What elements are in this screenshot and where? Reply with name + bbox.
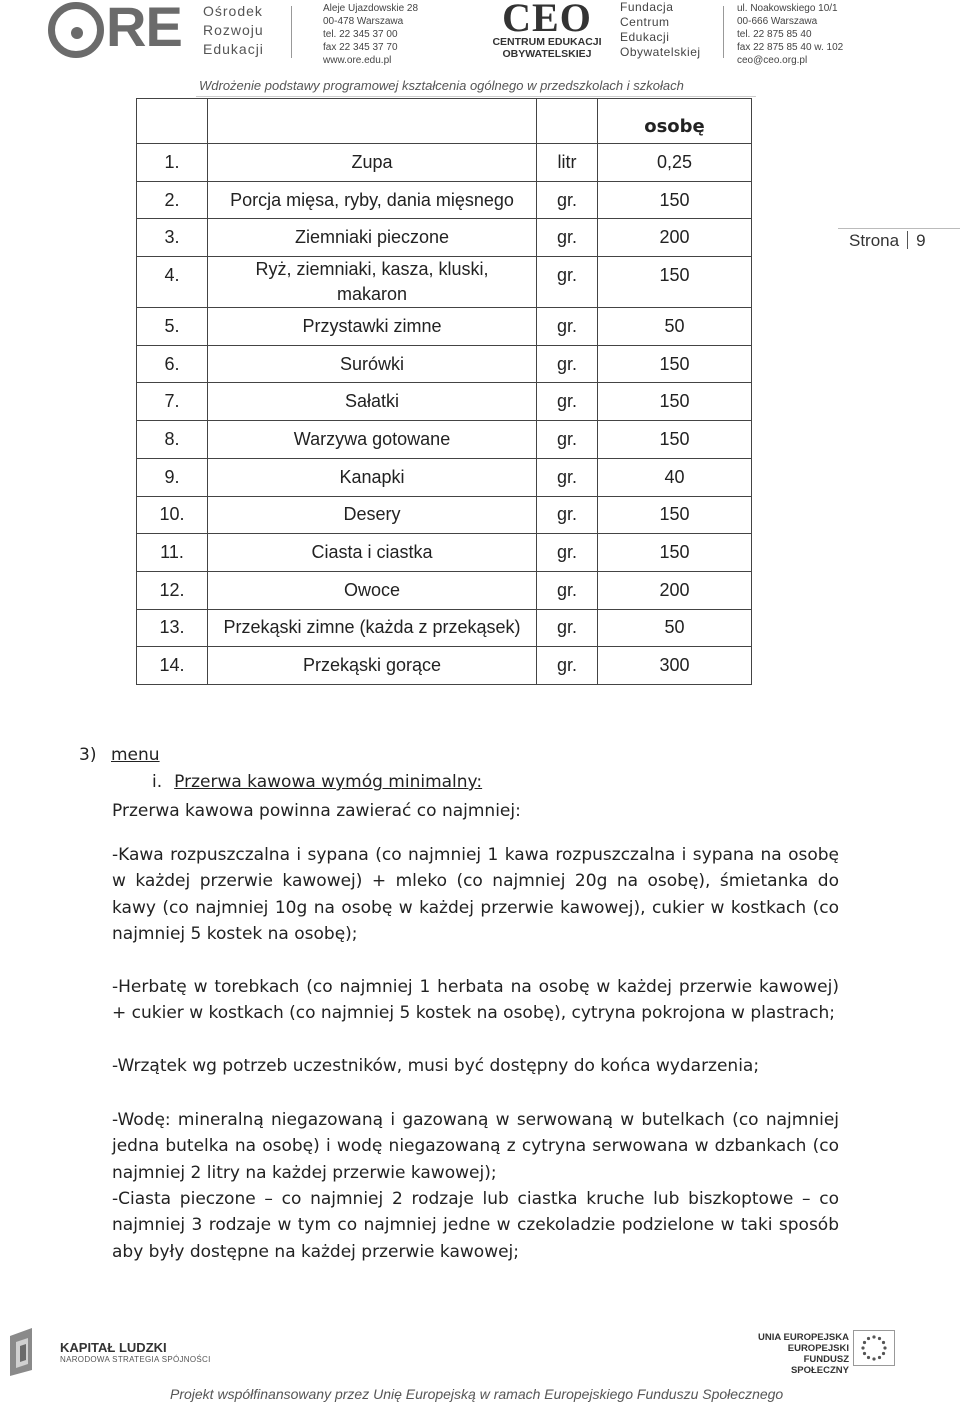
row-unit: gr. bbox=[537, 647, 598, 685]
page-number-value: 9 bbox=[916, 231, 926, 250]
table-row bbox=[137, 421, 752, 459]
kapital-ludzki-subtitle: NARODOWA STRATEGIA SPÓJNOŚCI bbox=[60, 1355, 211, 1364]
page-number-label: Strona bbox=[849, 231, 900, 250]
ore-logo-text: RE bbox=[106, 0, 182, 58]
ore-name bbox=[203, 2, 264, 59]
header-divider bbox=[723, 6, 724, 58]
portion-table bbox=[136, 98, 752, 685]
row-name bbox=[208, 257, 537, 308]
ore-name-line: Rozwoju bbox=[203, 22, 264, 38]
eu-flag-icon bbox=[853, 1330, 895, 1366]
row-unit: gr. bbox=[537, 496, 598, 534]
row-unit: gr. bbox=[537, 308, 598, 346]
header-rule bbox=[196, 96, 756, 97]
row-qty: 200 bbox=[598, 571, 752, 609]
row-number: 1. bbox=[137, 144, 208, 182]
ore-logo bbox=[48, 0, 188, 62]
ore-name-line: Edukacji bbox=[203, 41, 264, 57]
subsection-heading bbox=[152, 772, 482, 792]
row-unit: gr. bbox=[537, 345, 598, 383]
ore-address bbox=[323, 2, 418, 67]
row-number: 10. bbox=[137, 496, 208, 534]
table-row bbox=[137, 458, 752, 496]
row-name: Przystawki zimne bbox=[208, 308, 537, 346]
table-row bbox=[137, 609, 752, 647]
page-number bbox=[849, 231, 926, 251]
kapital-ludzki-title: KAPITAŁ LUDZKI bbox=[60, 1340, 167, 1355]
row-unit: gr. bbox=[537, 421, 598, 459]
ceo-logo bbox=[488, 0, 606, 62]
ore-address-line: 00-478 Warszawa bbox=[323, 16, 404, 27]
row-name: Zupa bbox=[208, 144, 537, 182]
row-number: 13. bbox=[137, 609, 208, 647]
table-row bbox=[137, 345, 752, 383]
paragraph-wrzatek: -Wrzątek wg potrzeb uczestników, musi być dostępny do końca wydarzenia; bbox=[112, 1056, 760, 1076]
ore-address-line: Aleje Ujazdowskie 28 bbox=[323, 3, 419, 14]
fundacja-name-line: Fundacja bbox=[620, 0, 674, 14]
table-header-row bbox=[137, 99, 752, 144]
paragraph-herbata: -Herbatę w torebkach (co najmniej 1 herbata na osobę w każdej przerwie kawowej) + cukier w kostkach (co najmniej 5 kostek na osobę), cytryna pokrojona w plastrach; bbox=[112, 977, 839, 1024]
ue-text-line: UNIA EUROPEJSKA bbox=[758, 1332, 849, 1343]
page-number-rule bbox=[838, 228, 960, 229]
ceo-logo-subtitle: CENTRUM EDUKACJI bbox=[492, 36, 602, 48]
row-qty: 150 bbox=[598, 345, 752, 383]
table-row bbox=[137, 571, 752, 609]
table-header-cell: osobę bbox=[598, 99, 752, 144]
table-row bbox=[137, 181, 752, 219]
row-number: 2. bbox=[137, 181, 208, 219]
row-unit: gr. bbox=[537, 534, 598, 572]
ceo-address-line: fax 22 875 85 40 w. 102 bbox=[737, 42, 844, 53]
row-number: 8. bbox=[137, 421, 208, 459]
row-number: 7. bbox=[137, 383, 208, 421]
row-qty: 150 bbox=[598, 496, 752, 534]
row-unit: gr. bbox=[537, 458, 598, 496]
table-cell bbox=[137, 99, 208, 144]
row-unit: gr. bbox=[537, 609, 598, 647]
ore-address-line: tel. 22 345 37 00 bbox=[323, 29, 398, 40]
row-name: Ciasta i ciastka bbox=[208, 534, 537, 572]
row-name: Przekąski gorące bbox=[208, 647, 537, 685]
row-name: Porcja mięsa, ryby, dania mięsnego bbox=[208, 181, 537, 219]
row-number: 12. bbox=[137, 571, 208, 609]
row-name: Surówki bbox=[208, 345, 537, 383]
row-unit: gr. bbox=[537, 181, 598, 219]
row-name: Sałatki bbox=[208, 383, 537, 421]
row-qty: 300 bbox=[598, 647, 752, 685]
row-unit: gr. bbox=[537, 219, 598, 257]
row-name: Desery bbox=[208, 496, 537, 534]
row-unit: gr. bbox=[537, 383, 598, 421]
table-row bbox=[137, 383, 752, 421]
ceo-address-line: 00-666 Warszawa bbox=[737, 16, 818, 27]
row-qty: 150 bbox=[598, 383, 752, 421]
ceo-address bbox=[737, 2, 843, 67]
row-qty: 50 bbox=[598, 308, 752, 346]
subsection-title: Przerwa kawowa wymóg minimalny: bbox=[174, 772, 483, 792]
table-row bbox=[137, 534, 752, 572]
row-number: 4. bbox=[137, 257, 208, 308]
row-qty: 150 bbox=[598, 534, 752, 572]
ue-text bbox=[752, 1332, 849, 1376]
row-qty: 200 bbox=[598, 219, 752, 257]
row-number: 14. bbox=[137, 647, 208, 685]
section-heading bbox=[79, 745, 160, 765]
paragraph-intro: Przerwa kawowa powinna zawierać co najmniej: bbox=[112, 801, 521, 821]
section-number: 3) bbox=[79, 745, 97, 765]
ceo-address-line: tel. 22 875 85 40 bbox=[737, 29, 812, 40]
ue-text-line: EUROPEJSKI bbox=[787, 1343, 849, 1354]
row-name: Przekąski zimne (każda z przekąsek) bbox=[208, 609, 537, 647]
row-name: Kanapki bbox=[208, 458, 537, 496]
ore-address-line: fax 22 345 37 70 bbox=[323, 42, 398, 53]
row-number: 11. bbox=[137, 534, 208, 572]
row-qty: 150 bbox=[598, 257, 752, 308]
paragraph-kawa: -Kawa rozpuszczalna i sypana (co najmniej 1 kawa rozpuszczalna i sypana na osobę w każdej przerwie kawowej) + mleko (co najmniej 20g na osobę), śmietanka do kawy (co najmniej 10g na osobę w każdej przerwie kawowej), cukier w kostkach (co najmniej 5 kostek na osobę); bbox=[112, 845, 839, 945]
table-row bbox=[137, 257, 752, 308]
row-qty: 150 bbox=[598, 181, 752, 219]
row-number: 6. bbox=[137, 345, 208, 383]
row-number: 9. bbox=[137, 458, 208, 496]
table-row bbox=[137, 496, 752, 534]
ceo-logo-subtitle: OBYWATELSKIEJ bbox=[502, 48, 592, 60]
kapital-ludzki-text bbox=[60, 1340, 211, 1364]
ceo-logo-mark: CEO bbox=[502, 0, 592, 40]
row-name-text: Ryż, ziemniaki, kasza, kluski, makaron bbox=[255, 259, 489, 305]
table-row bbox=[137, 647, 752, 685]
ore-logo-circle bbox=[48, 2, 104, 58]
row-number: 5. bbox=[137, 308, 208, 346]
table-row bbox=[137, 308, 752, 346]
row-qty: 50 bbox=[598, 609, 752, 647]
row-unit: gr. bbox=[537, 257, 598, 308]
table-cell bbox=[208, 99, 537, 144]
row-unit: gr. bbox=[537, 571, 598, 609]
fundacja-name-line: Obywatelskiej bbox=[620, 45, 701, 59]
row-qty: 150 bbox=[598, 421, 752, 459]
ore-address-line: www.ore.edu.pl bbox=[323, 55, 392, 66]
ue-text-line: FUNDUSZ SPOŁECZNY bbox=[790, 1354, 849, 1376]
fundacja-name-line: Centrum bbox=[620, 15, 670, 29]
row-name: Warzywa gotowane bbox=[208, 421, 537, 459]
fundacja-name bbox=[620, 0, 701, 60]
row-qty: 0,25 bbox=[598, 144, 752, 182]
ceo-address-line: ul. Noakowskiego 10/1 bbox=[737, 3, 838, 14]
table-cell bbox=[537, 99, 598, 144]
section-title: menu bbox=[111, 745, 160, 765]
page-footer bbox=[0, 1320, 960, 1407]
ore-name-line: Ośrodek bbox=[203, 3, 263, 19]
row-name: Owoce bbox=[208, 571, 537, 609]
kapital-ludzki-logo-icon bbox=[6, 1326, 42, 1378]
row-name: Ziemniaki pieczone bbox=[208, 219, 537, 257]
paragraph-woda: -Wodę: mineralną niegazowaną i gazowaną w serwowaną w butelkach (co najmniej jedna butelka na osobę) i wodę niegazowaną z cytryna serwowana w dzbankach (co najmniej 2 litry na każdej przerwie kawowej); bbox=[112, 1110, 839, 1183]
cofinancing-note: Projekt współfinansowany przez Unię Europejską w ramach Europejskiego Funduszu Społecznego bbox=[170, 1386, 784, 1402]
ceo-address-line: ceo@ceo.org.pl bbox=[737, 55, 808, 66]
table-row bbox=[137, 219, 752, 257]
project-tagline: Wdrożenie podstawy programowej kształcenia ogólnego w przedszkolach i szkołach bbox=[199, 78, 684, 93]
row-unit: litr bbox=[537, 144, 598, 182]
page-header bbox=[0, 0, 960, 100]
paragraph-ciasta: -Ciasta pieczone – co najmniej 2 rodzaje lub ciastka kruche lub biszkoptowe – co najmniej 3 rodzaje w tym co najmniej jedne w czekoladzie podzielone w taki sposób aby były dostępne na każdej przerwie kawowej; bbox=[112, 1189, 839, 1262]
fundacja-name-line: Edukacji bbox=[620, 30, 670, 44]
row-qty: 40 bbox=[598, 458, 752, 496]
row-number: 3. bbox=[137, 219, 208, 257]
subsection-number: i. bbox=[152, 772, 163, 792]
header-divider bbox=[291, 6, 292, 58]
table-row bbox=[137, 144, 752, 182]
